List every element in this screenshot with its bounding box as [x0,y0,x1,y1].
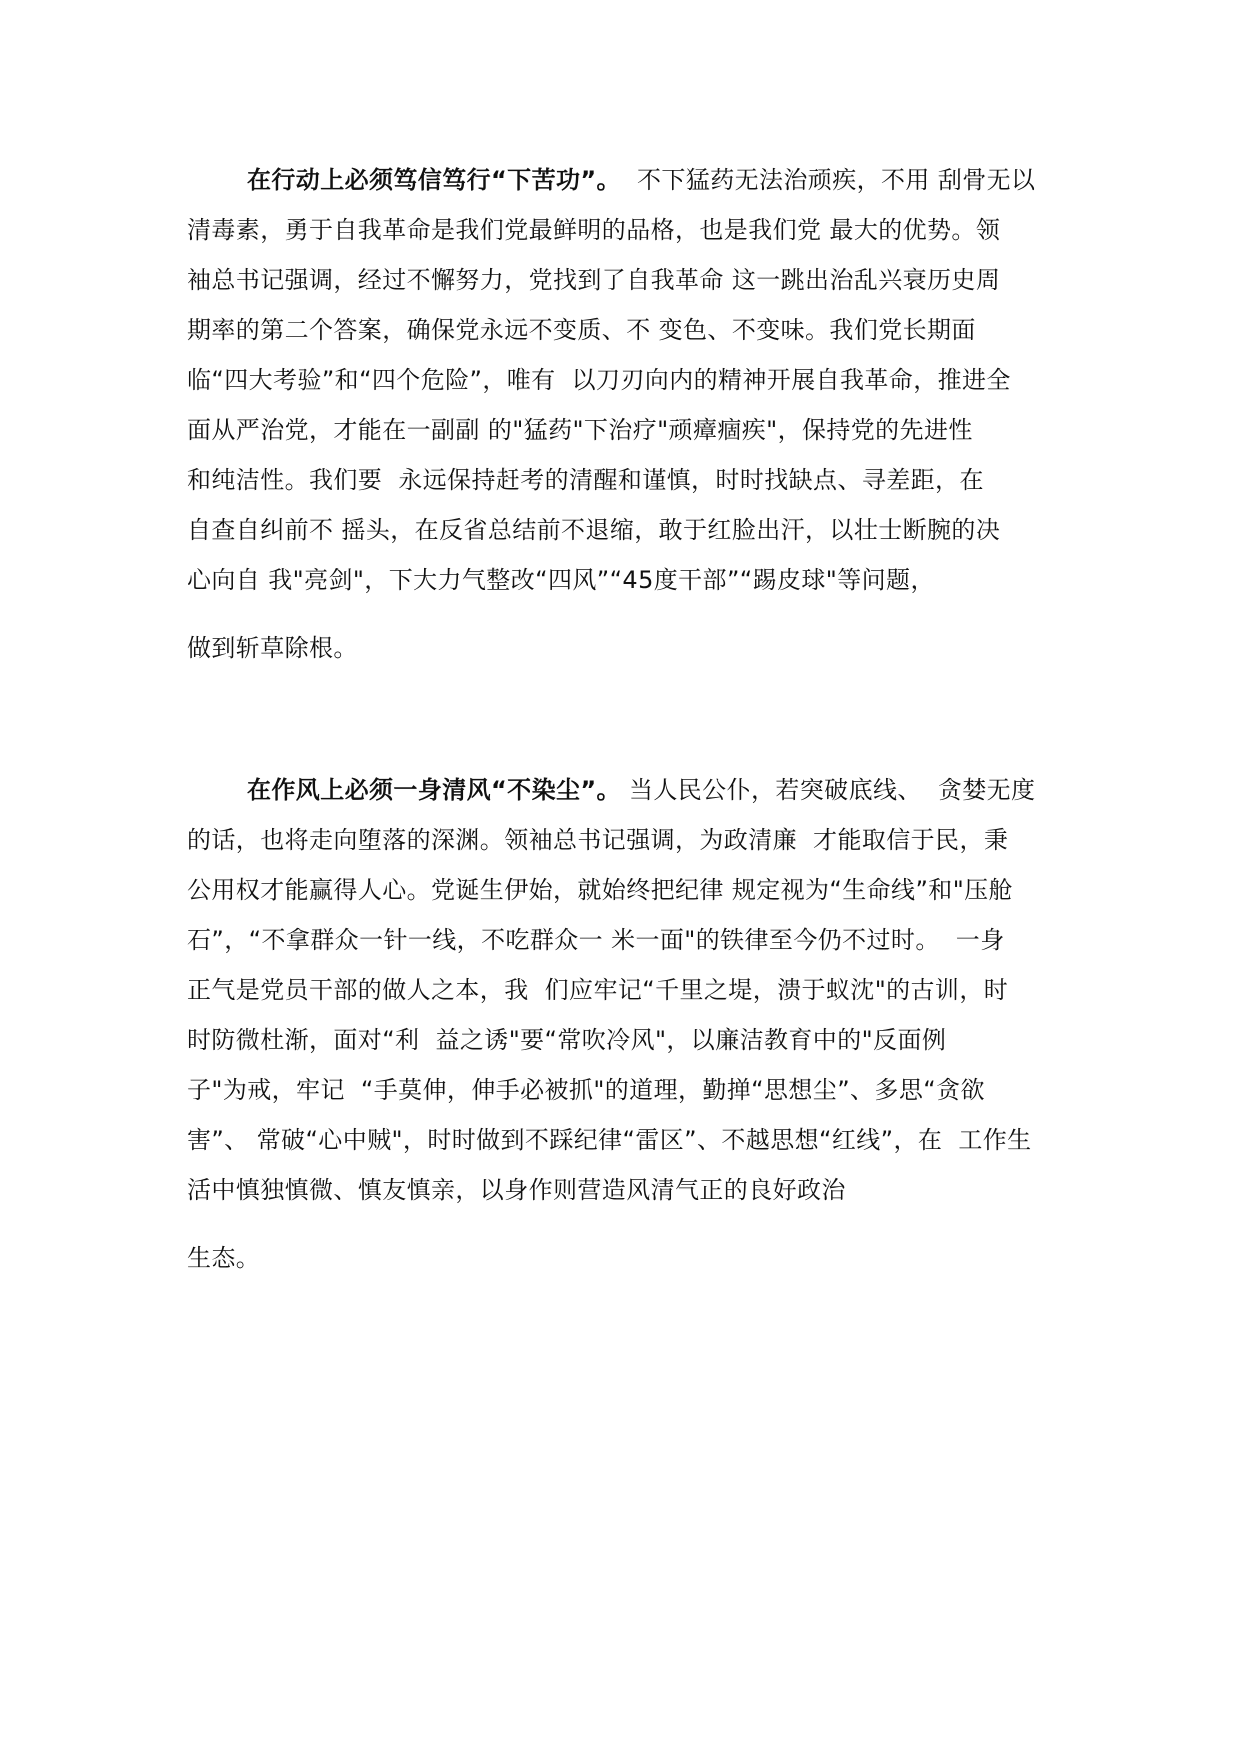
paragraph-2-last-line: 生态。 [187,1244,261,1272]
paragraph-1-last-line: 做到斩草除根。 [187,634,358,662]
paragraph-2-line: 石”，“不拿群众一针一线，不吃群众一 米一面"的铁律至今仍不过时。 一身 [187,926,1005,954]
paragraph-1-line-1 [247,155,1035,205]
paragraph-1-line: 面从严治党，才能在一副副 的"猛药"下治疗"顽瘴痼疾"，保持党的先进性 [187,416,973,444]
paragraph-2-line: 活中慎独慎微、慎友慎亲，以身作则营造风清气正的良好政治 [187,1176,846,1204]
paragraph-1-intro: 不下猛药无法治顽疾，不用 刮骨无以 [620,166,1036,194]
paragraph-1-line: 心向自 我"亮剑"，下大力气整改“四风”“45度干部”“踢皮球"等问题， [187,566,935,594]
paragraph-1-line: 袖总书记强调，经过不懈努力，党找到了自我革命 这一跳出治乱兴衰历史周 [187,266,1001,294]
paragraph-2-line: 害”、 常破“心中贼"，时时做到不踩纪律“雷区”、不越思想“红线”，在 工作生 [187,1126,1032,1154]
paragraph-2-line: 公用权才能赢得人心。党诞生伊始，就始终把纪律 规定视为“生命线”和"压舱 [187,876,1013,904]
paragraph-2-line-1 [247,765,1035,815]
paragraph-2-line: 正气是党员干部的做人之本，我 们应牢记“千里之堤，溃于蚁沈"的古训，时 [187,976,1009,1004]
paragraph-1-line: 和纯洁性。我们要 永远保持赶考的清醒和谨慎，时时找缺点、寻差距，在 [187,466,984,494]
paragraph-1-line: 期率的第二个答案，确保党永远不变质、不 变色、不变味。我们党长期面 [187,316,976,344]
paragraph-1-line: 清毒素，勇于自我革命是我们党最鲜明的品格，也是我们党 最大的优势。领 [187,216,1001,244]
paragraph-2-intro: 当人民公仆，若突破底线、 贪婪无度 [620,776,1036,804]
paragraph-2-line: 时防微杜渐，面对“利 益之诱"要“常吹冷风"，以廉洁教育中的"反面例 [187,1026,947,1054]
paragraph-1-heading: 在行动上必须笃信笃行“下苦功”。 [247,166,621,194]
paragraph-2-line: 的话，也将走向堕落的深渊。领袖总书记强调，为政清廉 才能取信于民，秉 [187,826,1009,854]
paragraph-2-line: 子"为戒，牢记 “手莫伸，伸手必被抓"的道理，勤掸“思想尘”、多思“贪欲 [187,1076,985,1104]
paragraph-2-heading: 在作风上必须一身清风“不染尘”。 [247,776,621,804]
paragraph-1-line: 临“四大考验”和“四个危险”，唯有 以刀刃向内的精神开展自我革命，推进全 [187,366,1011,394]
paragraph-1-line: 自查自纠前不 摇头，在反省总结前不退缩，敢于红脸出汗，以壮士断腕的决 [187,516,1001,544]
